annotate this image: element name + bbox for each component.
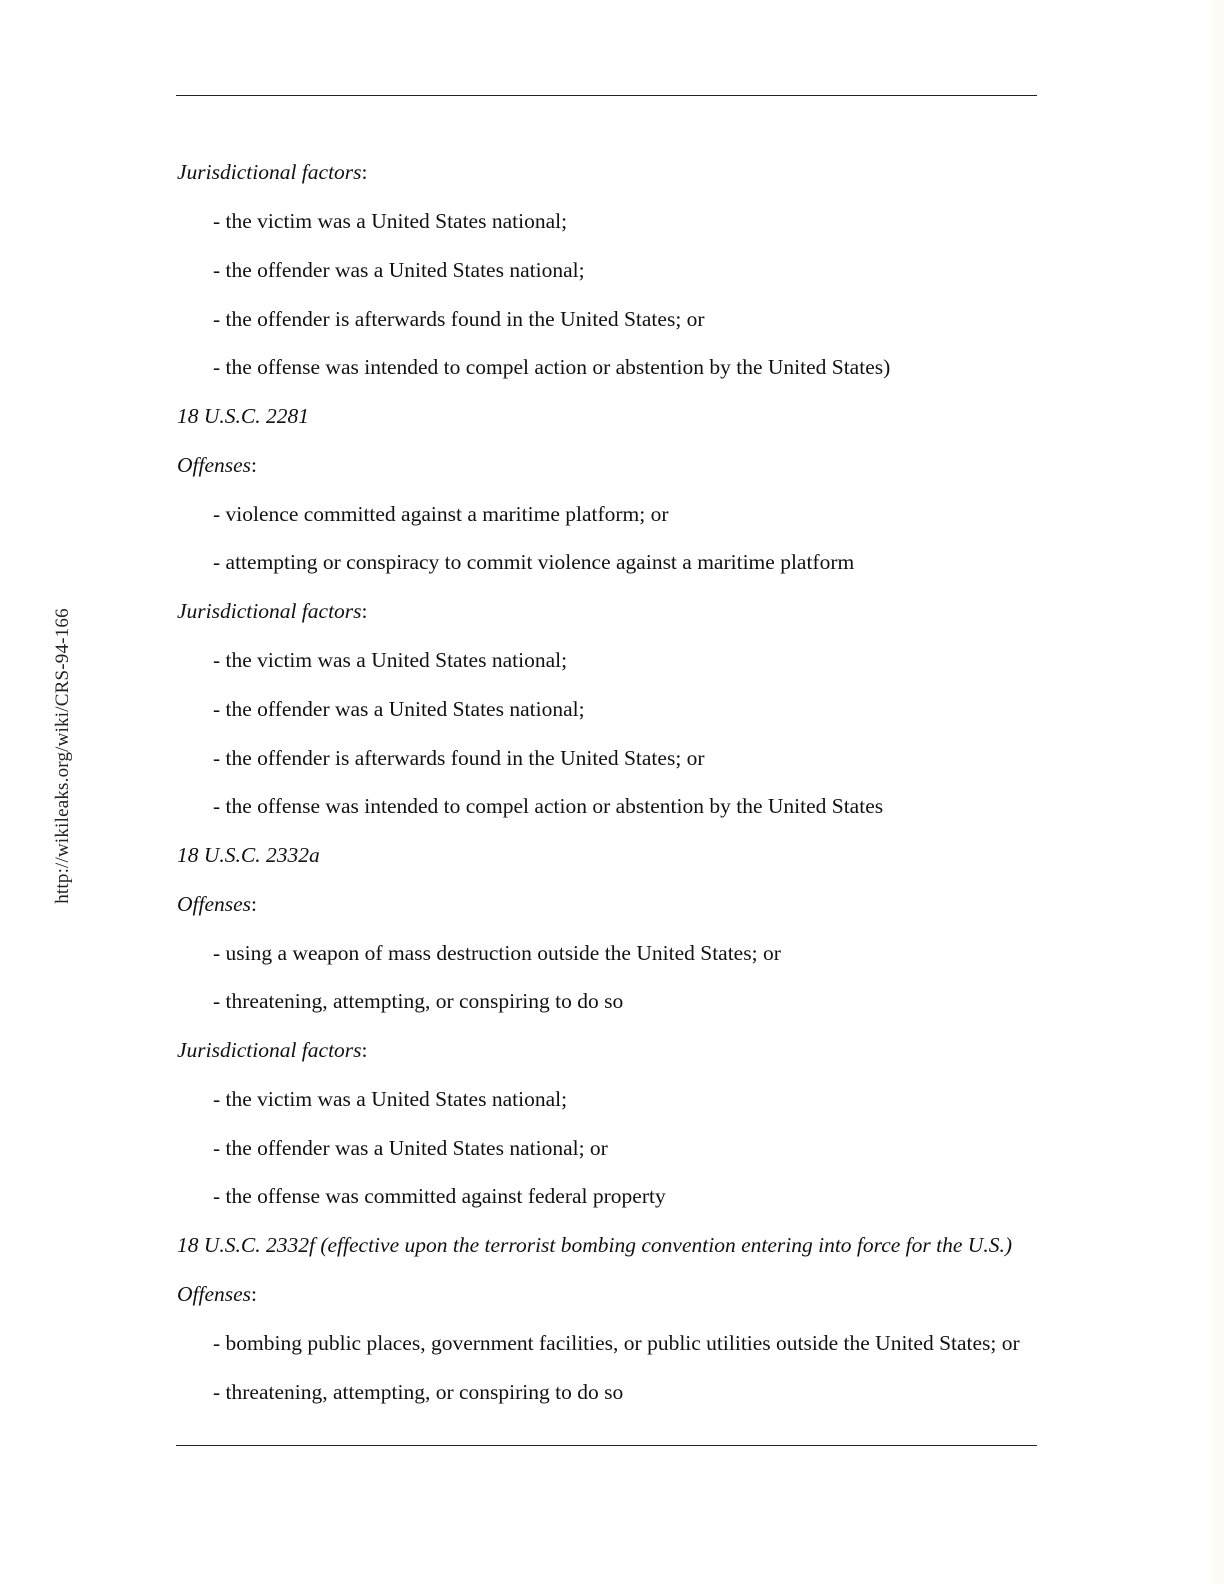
list-item: - the offense was committed against federal property <box>213 1184 666 1208</box>
list-item: - bombing public places, government facilities, or public utilities outside the United States; or <box>213 1331 1020 1355</box>
list-item: - the victim was a United States national; <box>213 209 568 233</box>
heading-offenses: Offenses: <box>177 892 258 916</box>
list-item: - attempting or conspiracy to commit violence against a maritime platform <box>213 550 855 574</box>
list-item: - threatening, attempting, or conspiring to do so <box>213 989 624 1013</box>
list-item: - the offender was a United States national; <box>213 697 585 721</box>
list-item: - the victim was a United States national; <box>213 648 568 672</box>
heading-jurisdictional-factors: Jurisdictional factors: <box>177 1038 368 1062</box>
list-item: - threatening, attempting, or conspiring to do so <box>213 1380 624 1404</box>
list-item: - the offense was intended to compel action or abstention by the United States <box>213 794 884 818</box>
side-url-label: http://wikileaks.org/wiki/CRS-94-166 <box>52 608 73 904</box>
list-item: - violence committed against a maritime platform; or <box>213 502 669 526</box>
heading-offenses: Offenses: <box>177 453 258 477</box>
heading-jurisdictional-factors: Jurisdictional factors: <box>177 160 368 184</box>
list-item: - using a weapon of mass destruction outside the United States; or <box>213 941 781 965</box>
heading-offenses: Offenses: <box>177 1282 258 1306</box>
list-item: - the offender is afterwards found in the United States; or <box>213 746 705 770</box>
list-item: - the offender was a United States national; <box>213 258 585 282</box>
list-item: - the offender is afterwards found in the United States; or <box>213 307 705 331</box>
statute-heading: 18 U.S.C. 2332a <box>177 843 320 867</box>
statute-heading: 18 U.S.C. 2281 <box>177 404 309 428</box>
list-item: - the victim was a United States national; <box>213 1087 568 1111</box>
statute-heading: 18 U.S.C. 2332f (effective upon the terrorist bombing convention entering into force for the U.S.) <box>177 1233 1012 1257</box>
list-item: - the offense was intended to compel action or abstention by the United States) <box>213 355 891 379</box>
list-item: - the offender was a United States national; or <box>213 1136 608 1160</box>
heading-jurisdictional-factors: Jurisdictional factors: <box>177 599 368 623</box>
